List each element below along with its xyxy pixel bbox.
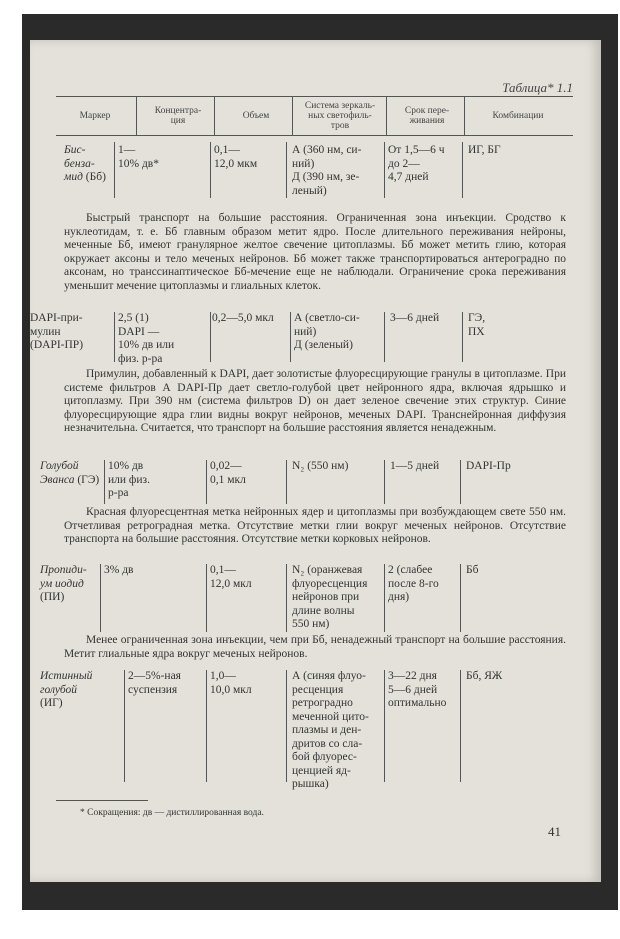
page-number: 41 bbox=[548, 824, 561, 839]
row-divider bbox=[384, 670, 385, 782]
marker-abbrev: (ПИ) bbox=[40, 591, 65, 603]
table-row-2-marker bbox=[30, 312, 83, 353]
marker-abbrev: (ИГ) bbox=[40, 697, 63, 709]
book-page bbox=[30, 40, 601, 882]
row-divider bbox=[462, 312, 463, 362]
marker-name: Бис-бензa- мид bbox=[64, 144, 95, 183]
table-row-5-volume: 1,0— 10,0 мкл bbox=[210, 670, 252, 696]
table-row-1-term: От 1,5—6 ч до 2— 4,7 дней bbox=[388, 144, 445, 183]
table-row-4-filters: N₂ (оранжевая флуоресценция нейронов при длине волны 550 нм) bbox=[292, 564, 368, 630]
header-combinations: Комбинации bbox=[492, 111, 544, 121]
paragraph-3: Красная флуоресцентная метка нейронных ядер и цитоплазмы при возбуждающем свете 550 нм. Отчетливая ретроградная метка. Отсутствие метки глии вокруг меченых нейронов. Отсутствие транспорта на большие расстояния. Отсутствие метки корковых нейронов. bbox=[64, 506, 566, 546]
table-row-1-marker bbox=[64, 144, 116, 185]
header-divider bbox=[214, 96, 215, 135]
table-row-2-volume: 0,2—5,0 мкл bbox=[212, 312, 274, 324]
table-row-5-combinations: Бб, ЯЖ bbox=[466, 670, 503, 682]
table-row-1-filters: А (360 нм, си- ний) Д (390 нм, зе- леный) bbox=[292, 144, 362, 197]
table-row-3-filters: N₂ (550 нм) bbox=[292, 460, 349, 472]
footnote: * Сокращения: дв — дистиллированная вода. bbox=[80, 808, 264, 818]
table-row-1-combinations: ИГ, БГ bbox=[468, 144, 501, 156]
row-divider bbox=[460, 670, 461, 782]
row-divider bbox=[290, 312, 291, 362]
header-divider bbox=[292, 96, 293, 135]
row-divider bbox=[286, 142, 287, 198]
table-row-5-marker bbox=[40, 670, 92, 711]
table-row-2-concentration: 2,5 (1) DAPI — 10% дв или физ. р-ра bbox=[118, 312, 175, 365]
table-row-1-concentration: 1— 10% дв* bbox=[118, 144, 159, 170]
row-divider bbox=[100, 564, 101, 632]
marker-name: Пропиди- ум иодид bbox=[40, 564, 87, 590]
header-marker: Маркер bbox=[79, 111, 111, 121]
marker-abbrev: (ГЭ) bbox=[74, 473, 100, 486]
row-divider bbox=[286, 670, 287, 782]
table-header-rule bbox=[56, 135, 573, 136]
header-volume: Объем bbox=[242, 111, 270, 121]
table-row-3-term: 1—5 дней bbox=[390, 460, 440, 472]
row-divider bbox=[460, 564, 461, 632]
table-row-2-term: 3—6 дней bbox=[390, 312, 440, 324]
row-divider bbox=[384, 460, 385, 504]
marker-name: DAPI-при- мулин (DAPI-ПР) bbox=[30, 312, 84, 351]
header-divider bbox=[386, 96, 387, 135]
paragraph-2: Примулин, добавленный к DAPI, дает золотистые флуоресцирующие гранулы в цитоплазме. При системе фильтров А DAPI-Пр дает светло-голубой цвет нейронного ядра, включая ядрышко и цитоплазму. При 390 нм (система фильтров D) он дает зеленое свечение этих структур. Синие флуоресцирующие ядра глии видны вокруг нейронов, меченых DAPI. Транснейронная диффузия незначительна. Считается, что транспорт на большие расстояния является ненадежным. bbox=[64, 368, 566, 435]
table-row-5-term: 3—22 дня 5—6 дней оптимально bbox=[388, 670, 447, 709]
row-divider bbox=[210, 312, 211, 362]
table-row-4-marker bbox=[40, 564, 87, 605]
row-divider bbox=[384, 312, 385, 362]
table-top-rule bbox=[56, 96, 573, 97]
row-divider bbox=[384, 564, 385, 632]
table-row-4-combinations: Бб bbox=[466, 564, 479, 576]
row-divider bbox=[286, 564, 287, 632]
table-caption: Таблица* 1.1 bbox=[502, 80, 573, 95]
marker-abbrev: (Бб) bbox=[82, 171, 106, 183]
marker-name: Голубой Эванса bbox=[40, 460, 79, 486]
row-divider bbox=[124, 670, 125, 782]
paragraph-4: Менее ограниченная зона инъекции, чем при Бб, ненадежный транспорт на большие расстояния. Метит глиальные ядра вокруг меченых нейронов. bbox=[64, 634, 566, 660]
row-divider bbox=[384, 142, 385, 198]
table-row-4-volume: 0,1— 12,0 мкл bbox=[210, 564, 252, 590]
header-divider bbox=[136, 96, 137, 135]
row-divider bbox=[462, 142, 463, 198]
row-divider bbox=[210, 142, 211, 198]
table-row-1-volume: 0,1— 12,0 мкм bbox=[214, 144, 258, 170]
header-survival-time: Срок пере- живания bbox=[404, 106, 450, 126]
row-divider bbox=[206, 564, 207, 632]
footnote-rule bbox=[56, 800, 148, 801]
table-row-3-combinations: DAPI-Пр bbox=[466, 460, 511, 472]
row-divider bbox=[286, 460, 287, 504]
table-row-5-filters: А (синяя флуо- ресценция ретроградно меченной цито- плазмы и ден- дритов со сла- бой флуорес- ценцией яд- рышка) bbox=[292, 670, 369, 790]
header-filter-system: Система зеркаль- ных светофиль- тров bbox=[304, 101, 376, 131]
table-row-2-combinations: ГЭ, ПХ bbox=[468, 312, 486, 338]
row-divider bbox=[206, 460, 207, 504]
header-divider bbox=[464, 96, 465, 135]
row-divider bbox=[460, 460, 461, 504]
table-row-4-term: 2 (слабее после 8-го дня) bbox=[388, 564, 439, 603]
row-divider bbox=[104, 460, 105, 504]
table-row-3-volume: 0,02— 0,1 мкл bbox=[210, 460, 246, 486]
marker-name: Истинный голубой bbox=[40, 670, 93, 696]
table-row-4-concentration: 3% дв bbox=[104, 564, 134, 576]
paragraph-1: Быстрый транспорт на большие расстояния. Ограниченная зона инъекции. Сродство к нуклеотидам, т. е. Бб главным образом метит ядро. После длительного переживания нейроны, меченные Бб, имеют гранулярное желтое свечение цитоплазмы. Бб может метить глию, которая окружает аксоны и тело меченых нейронов. Бб может также транспортироваться антероградно по аксонам, но транссинаптическое Бб-мечение еще не наблюдали. Ограничение срока переживания уменьшит мечение цитоплазмы и глиальных клеток. bbox=[64, 212, 566, 292]
header-concentration: Концентра- ция bbox=[154, 106, 202, 126]
table-row-2-filters: А (светло-си- ний) Д (зеленый) bbox=[294, 312, 360, 351]
row-divider bbox=[206, 670, 207, 782]
table-row-3-marker bbox=[40, 460, 99, 487]
table-row-5-concentration: 2—5%-ная суспензия bbox=[128, 670, 181, 696]
row-divider bbox=[114, 312, 115, 362]
table-row-3-concentration: 10% дв или физ. р-ра bbox=[108, 460, 150, 499]
